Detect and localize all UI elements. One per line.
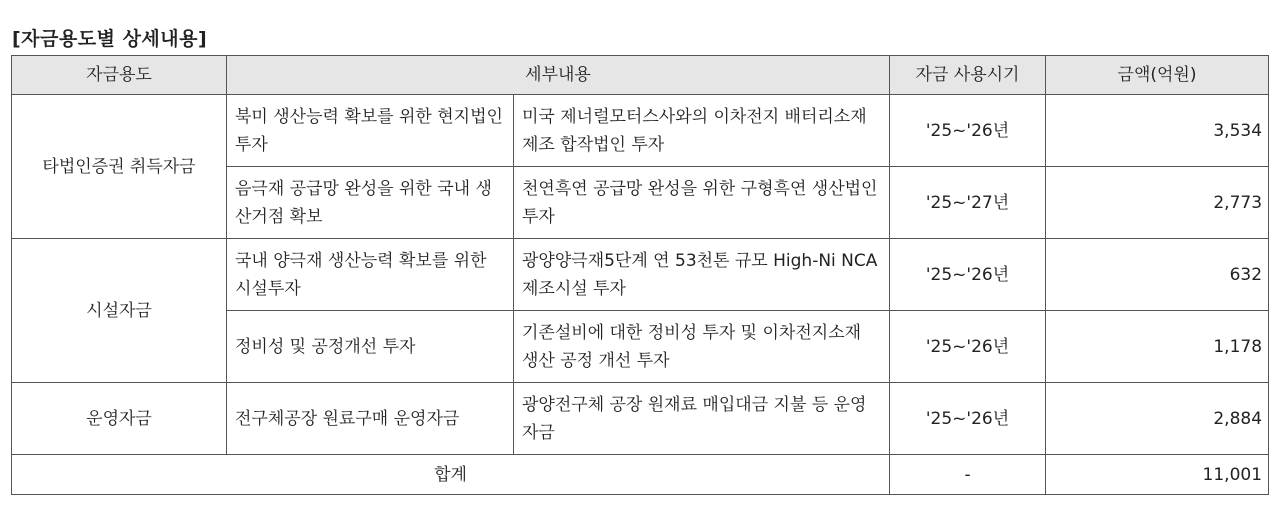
fund-use-cell: 타법인증권 취득자금: [12, 95, 227, 239]
table-row: [12, 383, 1269, 455]
amount-cell: 2,884: [1046, 383, 1269, 455]
amount-cell: 1,178: [1046, 311, 1269, 383]
fund-use-cell: 운영자금: [12, 383, 227, 455]
header-detail: 세부내용: [227, 56, 890, 95]
amount-cell: 3,534: [1046, 95, 1269, 167]
detail-purpose-cell: 국내 양극재 생산능력 확보를 위한 시설투자: [227, 239, 514, 311]
period-cell: '25~'26년: [890, 95, 1046, 167]
period-cell: '25~'27년: [890, 167, 1046, 239]
detail-purpose-cell: 음극재 공급망 완성을 위한 국내 생산거점 확보: [227, 167, 514, 239]
detail-description-cell: 광양양극재5단계 연 53천톤 규모 High-Ni NCA 제조시설 투자: [514, 239, 890, 311]
total-row: [12, 455, 1269, 495]
period-cell: '25~'26년: [890, 383, 1046, 455]
detail-description-cell: 기존설비에 대한 정비성 투자 및 이차전지소재 생산 공정 개선 투자: [514, 311, 890, 383]
header-use: 자금용도: [12, 56, 227, 95]
fund-usage-table: [11, 55, 1269, 495]
detail-description-cell: 천연흑연 공급망 완성을 위한 구형흑연 생산법인 투자: [514, 167, 890, 239]
table-header-row: [12, 56, 1269, 95]
detail-description-cell: 미국 제너럴모터스사와의 이차전지 배터리소재 제조 합작법인 투자: [514, 95, 890, 167]
detail-purpose-cell: 정비성 및 공정개선 투자: [227, 311, 514, 383]
header-amount: 금액(억원): [1046, 56, 1269, 95]
total-period: -: [890, 455, 1046, 495]
table-row: [12, 239, 1269, 311]
amount-cell: 2,773: [1046, 167, 1269, 239]
detail-description-cell: 광양전구체 공장 원재료 매입대금 지불 등 운영자금: [514, 383, 890, 455]
table-row: [12, 95, 1269, 167]
header-period: 자금 사용시기: [890, 56, 1046, 95]
detail-purpose-cell: 전구체공장 원료구매 운영자금: [227, 383, 514, 455]
period-cell: '25~'26년: [890, 311, 1046, 383]
total-label: 합계: [12, 455, 890, 495]
section-title: [자금용도별 상세내용]: [12, 28, 208, 50]
fund-use-cell: 시설자금: [12, 239, 227, 383]
detail-purpose-cell: 북미 생산능력 확보를 위한 현지법인 투자: [227, 95, 514, 167]
amount-cell: 632: [1046, 239, 1269, 311]
period-cell: '25~'26년: [890, 239, 1046, 311]
total-amount: 11,001: [1046, 455, 1269, 495]
